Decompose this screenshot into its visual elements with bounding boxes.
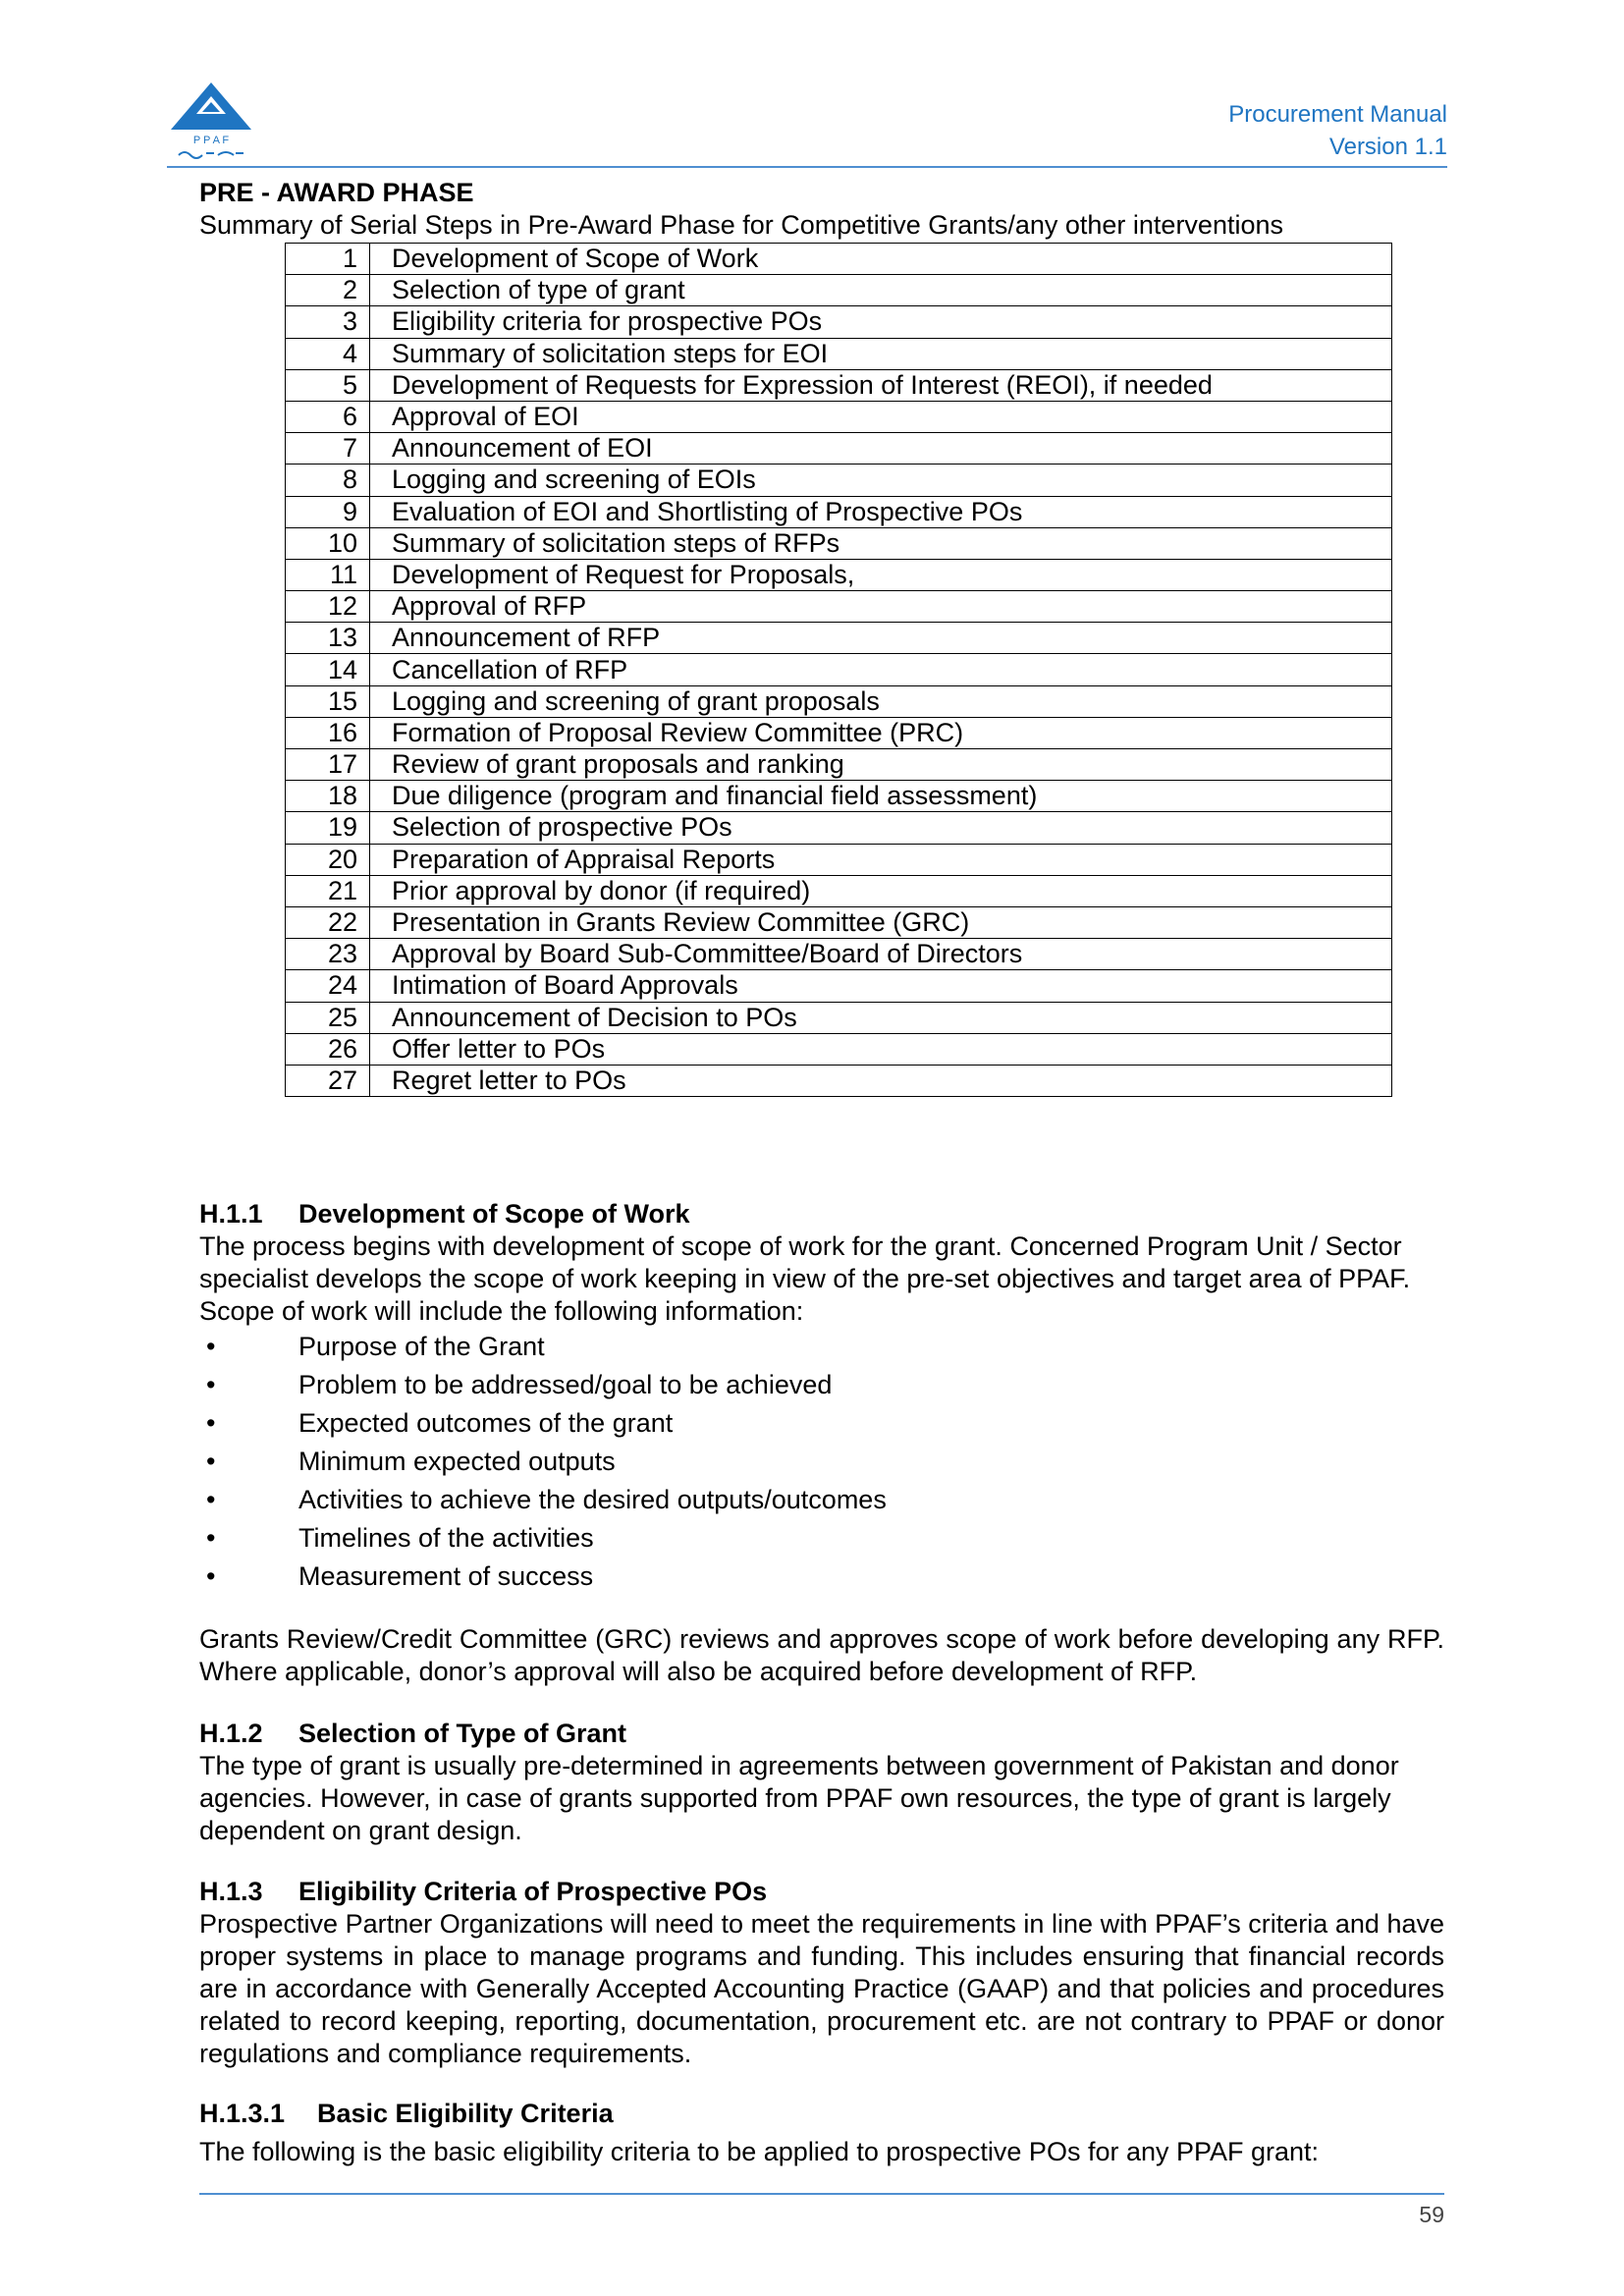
step-number: 1 (286, 244, 370, 275)
step-description: Cancellation of RFP (370, 654, 1392, 685)
section-number: H.1.3 (199, 1877, 263, 1906)
bullet-icon: • (206, 1523, 216, 1553)
table-row (286, 1065, 1392, 1096)
list-item-text: Measurement of success (298, 1561, 594, 1591)
table-row (286, 1033, 1392, 1065)
section-closing: Grants Review/Credit Committee (GRC) reviews and approves scope of work before developing any RFP. Where applicable, donor’s approval will also be acquired before development of RFP. (199, 1624, 1444, 1686)
table-row (286, 306, 1392, 338)
section-h111 (199, 1198, 1444, 1688)
section-title: Development of Scope of Work (298, 1199, 690, 1229)
list-item (199, 1481, 1444, 1519)
step-number: 6 (286, 401, 370, 432)
list-item-text: Minimum expected outputs (298, 1447, 616, 1476)
bullet-list (199, 1328, 1444, 1596)
logo-lettering: P P A F (192, 135, 230, 146)
document-title: Procurement Manual (1228, 101, 1447, 128)
step-number: 10 (286, 527, 370, 559)
step-description: Review of grant proposals and ranking (370, 749, 1392, 781)
bullet-icon: • (206, 1447, 216, 1476)
step-description: Development of Scope of Work (370, 244, 1392, 275)
step-number: 18 (286, 781, 370, 812)
table-row (286, 749, 1392, 781)
table-row (286, 844, 1392, 875)
page-number: 59 (1419, 2202, 1444, 2227)
table-row (286, 623, 1392, 654)
table-row (286, 970, 1392, 1002)
step-number: 22 (286, 906, 370, 938)
step-description: Summary of solicitation steps for EOI (370, 338, 1392, 369)
bullet-icon: • (206, 1370, 216, 1399)
step-number: 12 (286, 591, 370, 623)
step-number: 8 (286, 465, 370, 496)
step-number: 4 (286, 338, 370, 369)
section-title: Eligibility Criteria of Prospective POs (298, 1877, 768, 1906)
step-description: Development of Requests for Expression of Interest (REOI), if needed (370, 369, 1392, 401)
step-number: 23 (286, 939, 370, 970)
footer-divider (199, 2193, 1444, 2195)
section-intro: The process begins with development of scope of work for the grant. Concerned Program Unit / Sector specialist develops the scope of work keeping in view of the pre-set objectives and target area of PPAF. Scope of work will include the following information: (199, 1231, 1411, 1326)
section-heading (199, 1876, 1444, 1908)
step-description: Logging and screening of grant proposals (370, 685, 1392, 717)
steps-table (285, 243, 1392, 1097)
table-row (286, 433, 1392, 465)
list-item-text: Activities to achieve the desired outputs/outcomes (298, 1485, 887, 1514)
table-row (286, 338, 1392, 369)
table-row (286, 369, 1392, 401)
bullet-icon: • (206, 1561, 216, 1591)
step-description: Approval of RFP (370, 591, 1392, 623)
section-title: Selection of Type of Grant (298, 1719, 627, 1748)
step-description: Eligibility criteria for prospective POs (370, 306, 1392, 338)
step-number: 17 (286, 749, 370, 781)
bullet-icon: • (206, 1485, 216, 1514)
section-heading (199, 2098, 1444, 2130)
summary-line: Summary of Serial Steps in Pre-Award Phase for Competitive Grants/any other interventions (199, 210, 1283, 240)
table-row (286, 591, 1392, 623)
list-item-text: Expected outcomes of the grant (298, 1408, 674, 1438)
step-description: Due diligence (program and financial field assessment) (370, 781, 1392, 812)
section-number: H.1.3.1 (199, 2099, 286, 2128)
steps-table-body (286, 244, 1392, 1097)
table-row (286, 465, 1392, 496)
list-item (199, 1404, 1444, 1443)
bullet-icon: • (206, 1408, 216, 1438)
step-number: 2 (286, 275, 370, 306)
table-row (286, 812, 1392, 844)
step-description: Regret letter to POs (370, 1065, 1392, 1096)
table-row (286, 717, 1392, 748)
step-description: Announcement of Decision to POs (370, 1002, 1392, 1033)
table-row (286, 939, 1392, 970)
list-item-text: Timelines of the activities (298, 1523, 594, 1553)
table-row (286, 527, 1392, 559)
list-item-text: Problem to be addressed/goal to be achieved (298, 1370, 833, 1399)
table-row (286, 244, 1392, 275)
document-version: Version 1.1 (1328, 134, 1447, 160)
section-heading (199, 1718, 1444, 1750)
step-description: Announcement of EOI (370, 433, 1392, 465)
list-item (199, 1558, 1444, 1596)
step-number: 25 (286, 1002, 370, 1033)
list-item (199, 1366, 1444, 1404)
step-number: 5 (286, 369, 370, 401)
step-number: 9 (286, 496, 370, 527)
step-description: Announcement of RFP (370, 623, 1392, 654)
section-h113 (199, 1876, 1444, 2070)
section-number: H.1.2 (199, 1719, 263, 1748)
table-row (286, 654, 1392, 685)
phase-intro (199, 177, 1444, 242)
list-item-text: Purpose of the Grant (298, 1332, 545, 1361)
step-description: Selection of type of grant (370, 275, 1392, 306)
section-number: H.1.1 (199, 1199, 263, 1229)
section-body: Prospective Partner Organizations will need to meet the requirements in line with PPAF’s criteria and have proper systems in place to manage programs and funding. This includes ensuring that financial records are in accordance with Generally Accepted Accounting Practice (GAAP) and that policies and procedures related to record keeping, reporting, documentation, procurement etc. are not contrary to PPAF or donor regulations and compliance requirements. (199, 1909, 1444, 2068)
header-titles (1228, 98, 1447, 163)
table-row (286, 875, 1392, 906)
step-description: Prior approval by donor (if required) (370, 875, 1392, 906)
step-number: 14 (286, 654, 370, 685)
step-number: 11 (286, 559, 370, 590)
list-item (199, 1443, 1444, 1481)
step-number: 24 (286, 970, 370, 1002)
step-description: Logging and screening of EOIs (370, 465, 1392, 496)
step-description: Presentation in Grants Review Committee (GRC) (370, 906, 1392, 938)
list-item (199, 1328, 1444, 1366)
section-h1131 (199, 2098, 1444, 2168)
step-description: Summary of solicitation steps of RFPs (370, 527, 1392, 559)
page-header (167, 90, 1447, 167)
section-h112 (199, 1718, 1444, 1847)
step-number: 26 (286, 1033, 370, 1065)
section-title: Basic Eligibility Criteria (317, 2099, 614, 2128)
step-description: Intimation of Board Approvals (370, 970, 1392, 1002)
table-row (286, 685, 1392, 717)
table-row (286, 496, 1392, 527)
table-row (286, 559, 1392, 590)
step-number: 16 (286, 717, 370, 748)
step-number: 7 (286, 433, 370, 465)
section-body: The type of grant is usually pre-determined in agreements between government of Pakistan and donor agencies. However, in case of grants supported from PPAF own resources, the type of grant is largely dependent on grant design. (199, 1751, 1399, 1845)
table-row (286, 781, 1392, 812)
table-row (286, 401, 1392, 432)
section-body: The following is the basic eligibility criteria to be applied to prospective POs for any PPAF grant: (199, 2137, 1320, 2166)
step-description: Offer letter to POs (370, 1033, 1392, 1065)
step-number: 13 (286, 623, 370, 654)
phase-title: PRE - AWARD PHASE (199, 178, 474, 207)
table-row (286, 275, 1392, 306)
section-heading (199, 1198, 1444, 1230)
step-description: Approval by Board Sub-Committee/Board of Directors (370, 939, 1392, 970)
step-number: 15 (286, 685, 370, 717)
step-description: Development of Request for Proposals, (370, 559, 1392, 590)
header-divider (167, 166, 1447, 168)
step-number: 20 (286, 844, 370, 875)
step-number: 27 (286, 1065, 370, 1096)
step-description: Preparation of Appraisal Reports (370, 844, 1392, 875)
step-description: Selection of prospective POs (370, 812, 1392, 844)
list-item (199, 1519, 1444, 1558)
step-number: 19 (286, 812, 370, 844)
step-number: 21 (286, 875, 370, 906)
bullet-icon: • (206, 1332, 216, 1361)
table-row (286, 906, 1392, 938)
table-row (286, 1002, 1392, 1033)
ppaf-logo (167, 82, 255, 167)
step-number: 3 (286, 306, 370, 338)
step-description: Evaluation of EOI and Shortlisting of Prospective POs (370, 496, 1392, 527)
step-description: Approval of EOI (370, 401, 1392, 432)
step-description: Formation of Proposal Review Committee (PRC) (370, 717, 1392, 748)
